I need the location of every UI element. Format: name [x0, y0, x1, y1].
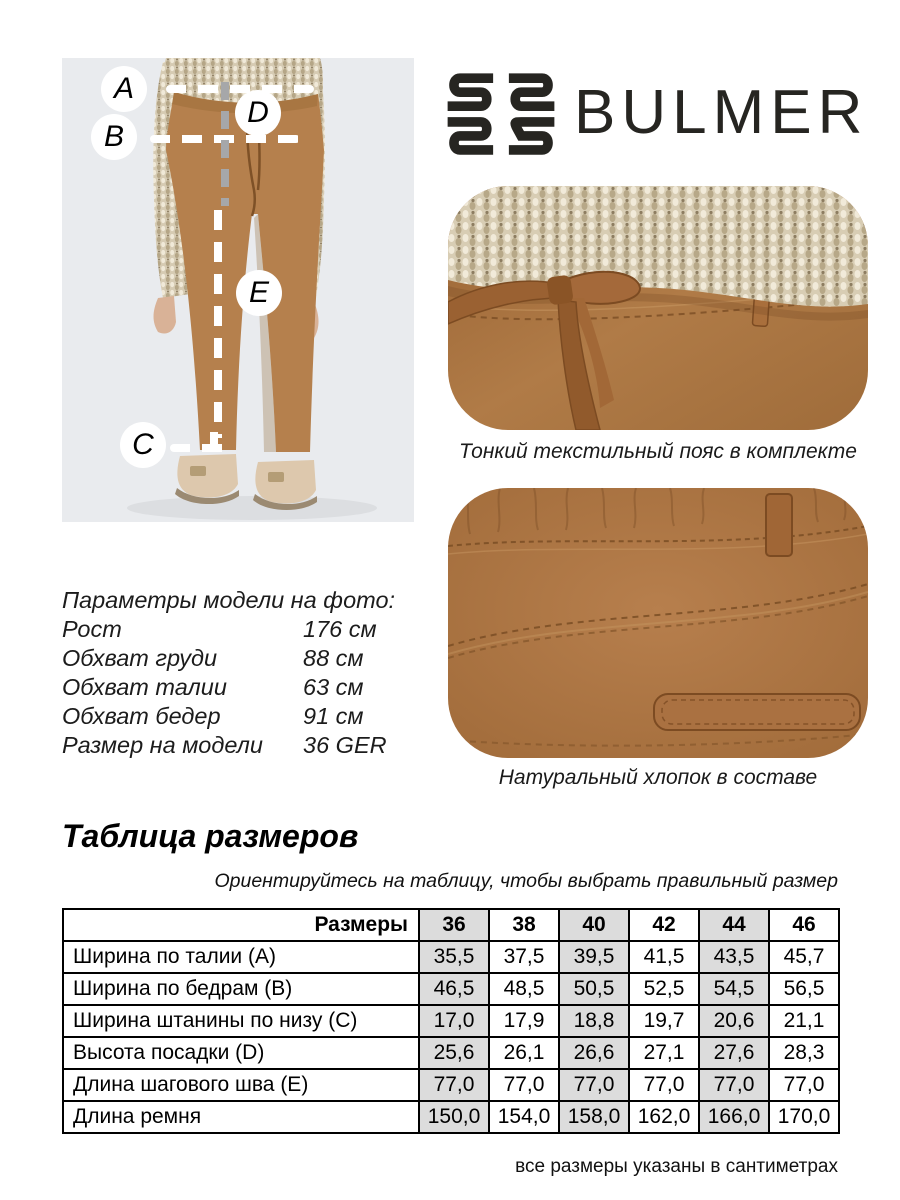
cell: 27,1	[629, 1037, 699, 1069]
cell: 154,0	[489, 1101, 559, 1133]
row-label: Длина шагового шва (E)	[63, 1069, 419, 1101]
size-col-38: 38	[489, 909, 559, 941]
cell: 77,0	[699, 1069, 769, 1101]
inseam-line-e	[214, 210, 222, 438]
table-row-waist-width	[63, 941, 839, 973]
cell: 25,6	[419, 1037, 489, 1069]
cell: 35,5	[419, 941, 489, 973]
table-row-leg-bottom-width	[63, 1005, 839, 1037]
cell: 170,0	[769, 1101, 839, 1133]
param-row-size	[62, 731, 412, 760]
param-label: Рост	[62, 616, 122, 642]
cell: 37,5	[489, 941, 559, 973]
cell: 27,6	[699, 1037, 769, 1069]
table-row-inseam-length	[63, 1069, 839, 1101]
brand-monogram-icon	[444, 72, 558, 161]
size-table-title: Таблица размеров	[62, 818, 359, 854]
size-table	[62, 908, 840, 1134]
param-row-hips	[62, 702, 412, 731]
cell: 77,0	[489, 1069, 559, 1101]
row-label: Длина ремня	[63, 1101, 419, 1133]
size-col-36: 36	[419, 909, 489, 941]
label-b	[91, 114, 137, 160]
label-d-letter: D	[247, 96, 269, 129]
size-col-46: 46	[769, 909, 839, 941]
detail-photo-cotton	[448, 488, 868, 758]
size-col-40: 40	[559, 909, 629, 941]
param-row-height	[62, 615, 412, 644]
hem-cross-mark	[210, 432, 218, 464]
cell: 54,5	[699, 973, 769, 1005]
cell: 166,0	[699, 1101, 769, 1133]
param-label: Обхват груди	[62, 645, 218, 671]
brand-logotype: BULMER	[574, 78, 869, 147]
cell: 26,1	[489, 1037, 559, 1069]
cell: 158,0	[559, 1101, 629, 1133]
cell: 21,1	[769, 1005, 839, 1037]
cell: 17,9	[489, 1005, 559, 1037]
param-row-waist	[62, 673, 412, 702]
model-measurement-photo	[62, 58, 414, 522]
cell: 48,5	[489, 973, 559, 1005]
cell: 77,0	[559, 1069, 629, 1101]
cell: 46,5	[419, 973, 489, 1005]
size-table-corner: Размеры	[63, 909, 419, 941]
param-label: Размер на модели	[62, 732, 263, 758]
label-a-letter: A	[113, 72, 134, 105]
param-label: Обхват талии	[62, 674, 227, 700]
cell: 77,0	[769, 1069, 839, 1101]
param-value: 91 см	[303, 703, 364, 729]
cell: 52,5	[629, 973, 699, 1005]
cell: 28,3	[769, 1037, 839, 1069]
cell: 56,5	[769, 973, 839, 1005]
param-row-bust	[62, 644, 412, 673]
table-row-belt-length	[63, 1101, 839, 1133]
table-row-hip-width	[63, 973, 839, 1005]
row-label: Высота посадки (D)	[63, 1037, 419, 1069]
size-col-42: 42	[629, 909, 699, 941]
label-c	[120, 422, 166, 468]
label-e	[236, 270, 282, 316]
row-label: Ширина по бедрам (B)	[63, 973, 419, 1005]
label-c-letter: C	[132, 428, 154, 461]
param-value: 36 GER	[303, 732, 387, 758]
waist-line-a	[166, 85, 314, 93]
param-value: 88 см	[303, 645, 364, 671]
cell: 18,8	[559, 1005, 629, 1037]
cell: 43,5	[699, 941, 769, 973]
cell: 41,5	[629, 941, 699, 973]
cell: 39,5	[559, 941, 629, 973]
size-table-hint: Ориентируйтесь на таблицу, чтобы выбрать правильный размер	[214, 870, 838, 892]
param-value: 63 см	[303, 674, 364, 700]
size-col-44: 44	[699, 909, 769, 941]
model-parameters-title: Параметры модели на фото:	[62, 587, 396, 613]
cell: 50,5	[559, 973, 629, 1005]
cell: 17,0	[419, 1005, 489, 1037]
row-label: Ширина по талии (A)	[63, 941, 419, 973]
model-parameters	[62, 586, 412, 760]
table-row-rise-height	[63, 1037, 839, 1069]
cell: 19,7	[629, 1005, 699, 1037]
row-label: Ширина штанины по низу (C)	[63, 1005, 419, 1037]
cell: 162,0	[629, 1101, 699, 1133]
detail-photo-belt	[448, 186, 868, 430]
hem-line-c	[170, 444, 234, 452]
cotton-caption: Натуральный хлопок в составе	[498, 766, 818, 789]
param-label: Обхват бедер	[62, 703, 221, 729]
cell: 77,0	[629, 1069, 699, 1101]
units-note: все размеры указаны в сантиметрах	[515, 1156, 838, 1177]
label-a	[101, 66, 147, 112]
rise-line-d	[221, 82, 229, 206]
belt-caption: Тонкий текстильный пояс в комплекте	[459, 440, 857, 463]
cell: 150,0	[419, 1101, 489, 1133]
cell: 77,0	[419, 1069, 489, 1101]
label-e-letter: E	[248, 276, 269, 309]
size-table-header-row	[63, 909, 839, 941]
cell: 45,7	[769, 941, 839, 973]
cell: 20,6	[699, 1005, 769, 1037]
cell: 26,6	[559, 1037, 629, 1069]
label-b-letter: B	[103, 120, 124, 153]
label-d	[235, 90, 281, 136]
param-value: 176 см	[303, 616, 377, 642]
